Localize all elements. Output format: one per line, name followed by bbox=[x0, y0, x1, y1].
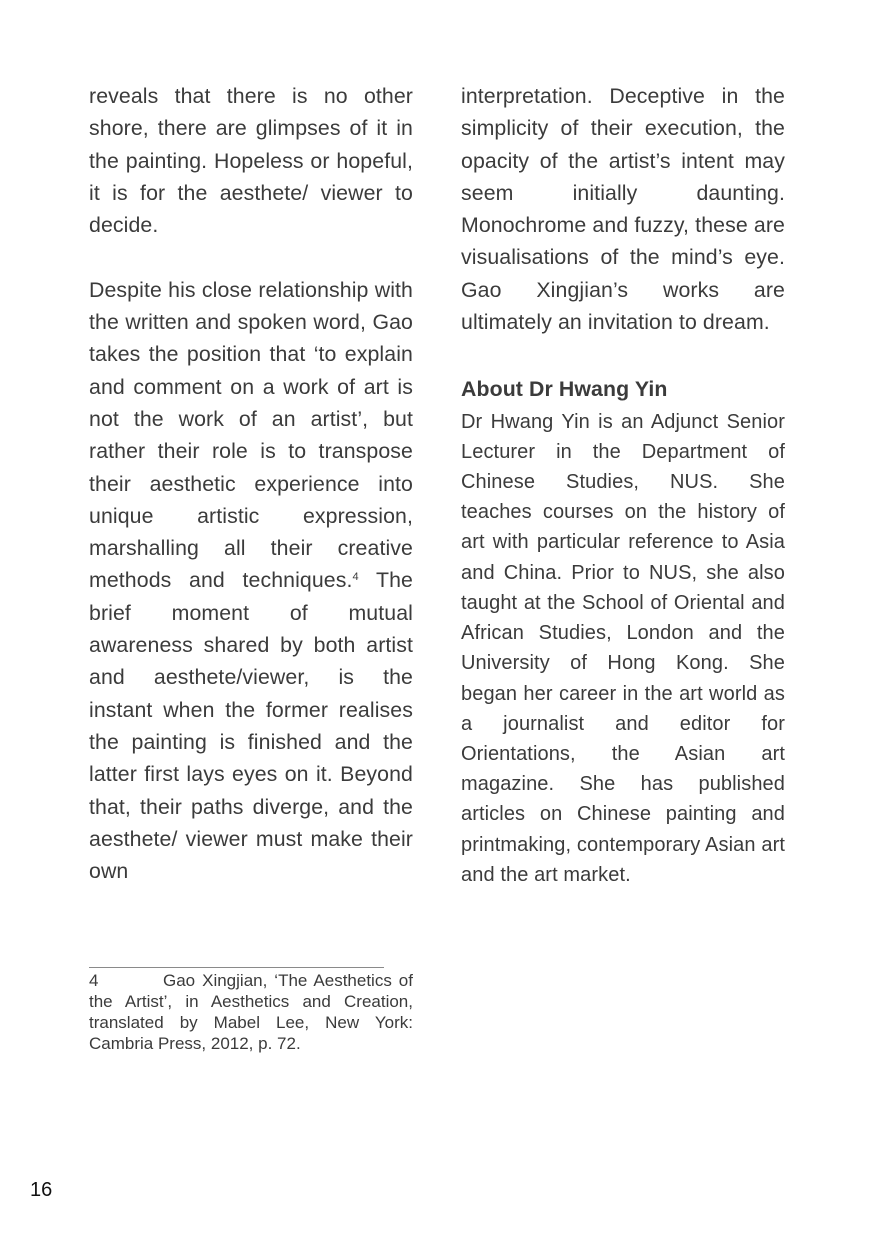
footnote-text: Gao Xingjian, ‘The Aesthetics of the Artist’, in Aesthetics and Creation, translated by Mabel Lee, New York: Cambria Press, 2012, p. 72. bbox=[89, 971, 413, 1053]
left-paragraph-1: reveals that there is no other shore, there are glimpses of it in the painting. Hopeless or hopeful, it is for the aesthete/ viewer to decide. bbox=[89, 84, 413, 238]
left-paragraph-2-part-2: The brief moment of mutual awareness shared by both artist and aesthete/viewer, is the instant when the former realises the painting is finished and the latter first lays eyes on it. Beyond that, their paths diverge, and the aesthete/ viewer must make their own bbox=[89, 568, 413, 884]
left-paragraph-2 bbox=[89, 274, 413, 888]
left-column bbox=[89, 80, 413, 887]
page-number: 16 bbox=[30, 1179, 53, 1201]
bio-heading: About Dr Hwang Yin bbox=[461, 376, 668, 401]
footnote bbox=[89, 970, 413, 1054]
footnote-number: 4 bbox=[89, 971, 99, 990]
left-paragraph-2-part-1: Despite his close relationship with the written and spoken word, Gao takes the position that ‘to explain and comment on a work of art is not the work of an artist’, but rather their role is to transpose their aesthetic experience into unique artistic expression, marshalling all their creative methods and techniques. bbox=[89, 277, 413, 593]
footnote-divider bbox=[89, 967, 384, 968]
paragraph-gap bbox=[461, 338, 785, 370]
paragraph-gap bbox=[89, 241, 413, 273]
bio-text: Dr Hwang Yin is an Adjunct Senior Lecturer in the Department of Chinese Studies, NUS. She teaches courses on the history of art with particular reference to Asia and China. Prior to NUS, she also taught at the School of Oriental and African Studies, London and the University of Hong Kong. She began her career in the art world as a journalist and editor for Orientations, the Asian art magazine. She has published articles on Chinese painting and printmaking, contemporary Asian art and the art market. bbox=[461, 410, 785, 886]
right-paragraph-1: interpretation. Deceptive in the simplicity of their execution, the opacity of the artist’s intent may seem initially daunting. Monochrome and fuzzy, these are visualisations of the mind’s eye. Gao Xingjian’s works are ultimately an invitation to dream. bbox=[461, 84, 785, 335]
footnote-reference: 4 bbox=[352, 571, 359, 584]
right-column bbox=[461, 80, 785, 890]
